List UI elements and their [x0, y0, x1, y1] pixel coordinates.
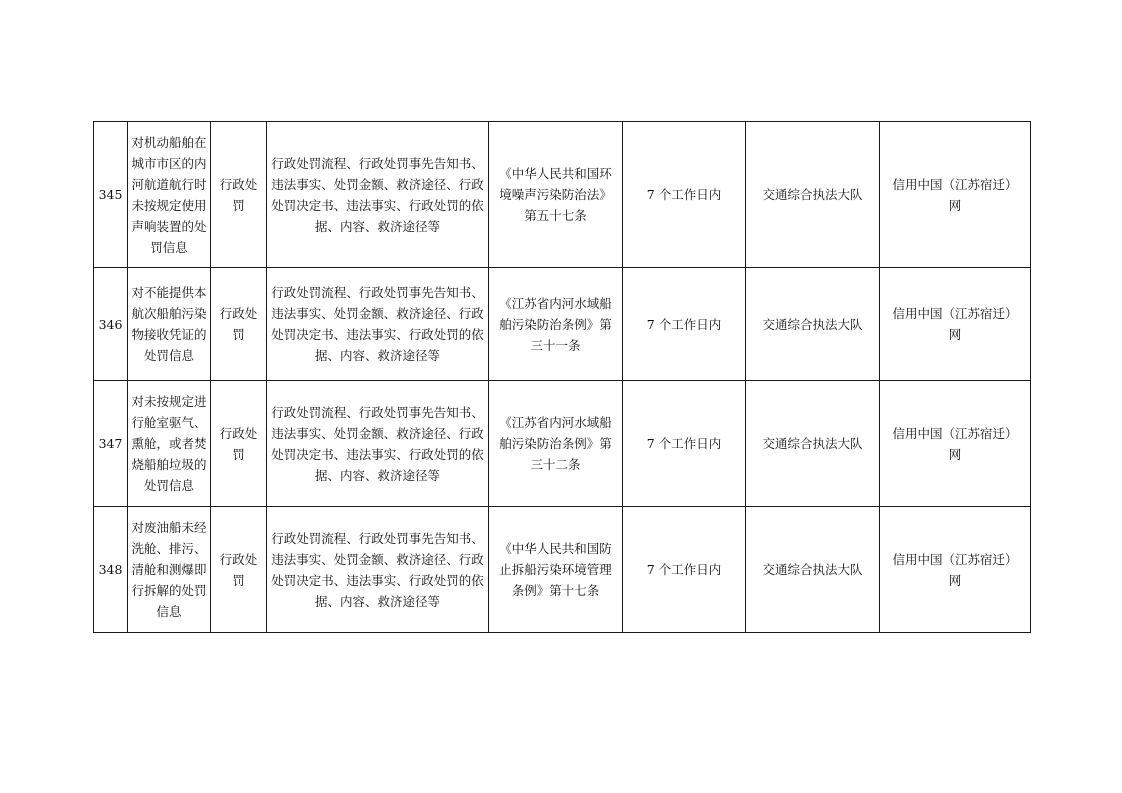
item-subject: 对未按规定进行舱室驱气、熏舱，或者焚烧船舶垃圾的处罚信息 [128, 381, 211, 507]
item-channel: 信用中国（江苏宿迁）网 [880, 122, 1031, 268]
item-number: 348 [94, 507, 128, 633]
item-channel: 信用中国（江苏宿迁）网 [880, 381, 1031, 507]
item-department: 交通综合执法大队 [746, 381, 880, 507]
item-legal-basis: 《江苏省内河水域船舶污染防治条例》第三十一条 [489, 268, 623, 381]
item-department: 交通综合执法大队 [746, 122, 880, 268]
document-page [93, 121, 1030, 633]
item-content: 行政处罚流程、行政处罚事先告知书、违法事实、处罚金额、救济途径、行政处罚决定书、违法事实、行政处罚的依据、内容、救济途径等 [267, 122, 489, 268]
item-number: 346 [94, 268, 128, 381]
item-subject: 对不能提供本航次船舶污染物接收凭证的处罚信息 [128, 268, 211, 381]
item-channel: 信用中国（江苏宿迁）网 [880, 268, 1031, 381]
item-category: 行政处罚 [211, 381, 267, 507]
item-channel: 信用中国（江苏宿迁）网 [880, 507, 1031, 633]
item-legal-basis: 《江苏省内河水域船舶污染防治条例》第三十二条 [489, 381, 623, 507]
item-number: 347 [94, 381, 128, 507]
table-row [94, 122, 1031, 268]
item-legal-basis: 《中华人民共和国环境噪声污染防治法》第五十七条 [489, 122, 623, 268]
item-category: 行政处罚 [211, 268, 267, 381]
table-row [94, 507, 1031, 633]
item-legal-basis: 《中华人民共和国防止拆船污染环境管理条例》第十七条 [489, 507, 623, 633]
item-deadline: 7 个工作日内 [623, 268, 746, 381]
item-deadline: 7 个工作日内 [623, 507, 746, 633]
item-department: 交通综合执法大队 [746, 507, 880, 633]
item-content: 行政处罚流程、行政处罚事先告知书、违法事实、处罚金额、救济途径、行政处罚决定书、违法事实、行政处罚的依据、内容、救济途径等 [267, 507, 489, 633]
item-deadline: 7 个工作日内 [623, 381, 746, 507]
item-deadline: 7 个工作日内 [623, 122, 746, 268]
item-department: 交通综合执法大队 [746, 268, 880, 381]
item-content: 行政处罚流程、行政处罚事先告知书、违法事实、处罚金额、救济途径、行政处罚决定书、违法事实、行政处罚的依据、内容、救济途径等 [267, 381, 489, 507]
item-number: 345 [94, 122, 128, 268]
item-subject: 对废油船未经洗舱、排污、清舱和测爆即行拆解的处罚信息 [128, 507, 211, 633]
item-category: 行政处罚 [211, 122, 267, 268]
item-content: 行政处罚流程、行政处罚事先告知书、违法事实、处罚金额、救济途径、行政处罚决定书、违法事实、行政处罚的依据、内容、救济途径等 [267, 268, 489, 381]
item-subject: 对机动船舶在城市市区的内河航道航行时未按规定使用声响装置的处罚信息 [128, 122, 211, 268]
table-row [94, 268, 1031, 381]
item-category: 行政处罚 [211, 507, 267, 633]
table-row [94, 381, 1031, 507]
disclosure-table [93, 121, 1031, 633]
